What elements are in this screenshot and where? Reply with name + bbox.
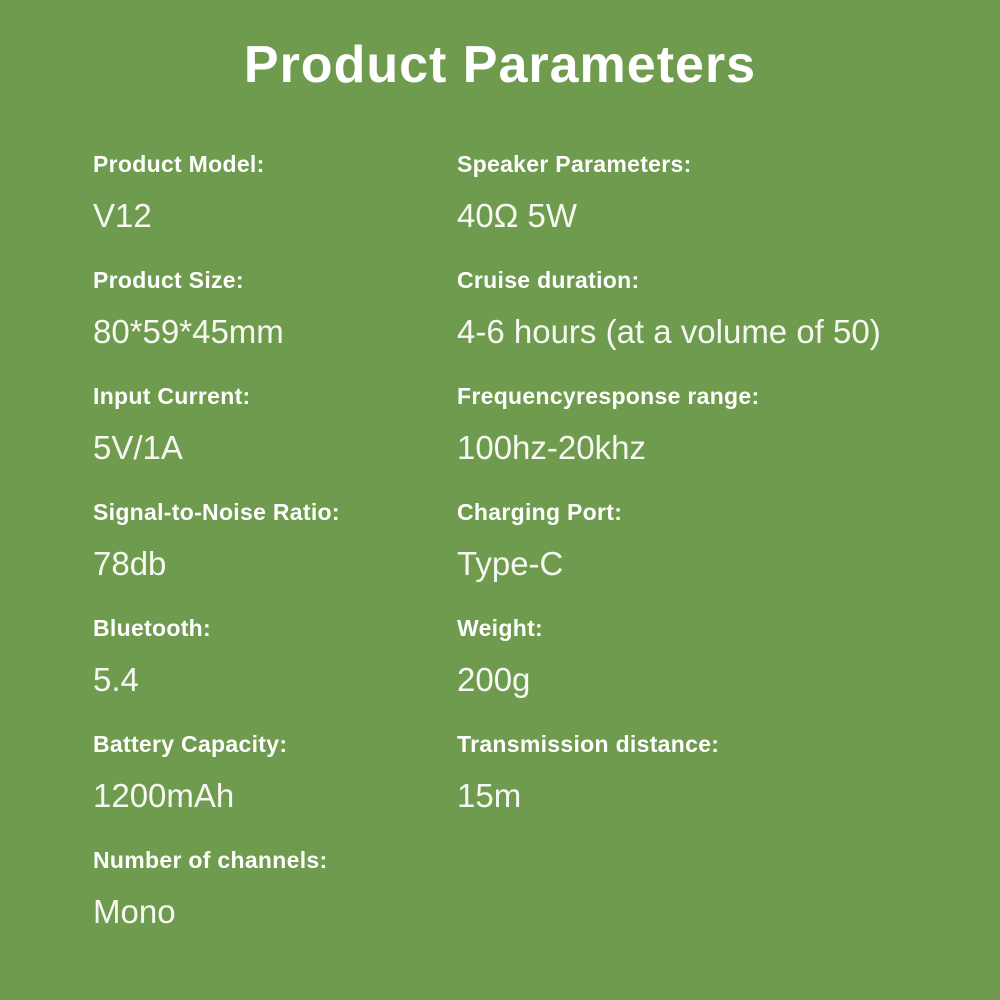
spec-value: 100hz-20khz bbox=[457, 429, 646, 466]
spec-value: 78db bbox=[93, 545, 167, 582]
spec-item bbox=[457, 729, 970, 817]
spec-value: Mono bbox=[93, 893, 176, 930]
spec-label: Signal-to-Noise Ratio: bbox=[93, 499, 340, 525]
spec-value: Type-C bbox=[457, 545, 564, 582]
spec-label: Speaker Parameters: bbox=[457, 151, 692, 177]
spec-item bbox=[93, 729, 457, 817]
spec-value: 15m bbox=[457, 777, 522, 814]
spec-label: Product Size: bbox=[93, 267, 244, 293]
spec-column-right bbox=[457, 149, 970, 961]
spec-value: 200g bbox=[457, 661, 531, 698]
spec-item bbox=[457, 265, 970, 353]
spec-item bbox=[93, 149, 457, 237]
spec-item bbox=[457, 149, 970, 237]
spec-item bbox=[457, 613, 970, 701]
spec-label: Frequencyresponse range: bbox=[457, 383, 760, 409]
spec-item bbox=[93, 845, 457, 933]
spec-label: Product Model: bbox=[93, 151, 265, 177]
spec-item bbox=[93, 265, 457, 353]
spec-columns bbox=[0, 149, 1000, 961]
spec-label: Charging Port: bbox=[457, 499, 623, 525]
page-title: Product Parameters bbox=[243, 36, 757, 94]
spec-item bbox=[93, 497, 457, 585]
spec-label: Cruise duration: bbox=[457, 267, 640, 293]
spec-label: Battery Capacity: bbox=[93, 731, 288, 757]
spec-item bbox=[93, 381, 457, 469]
spec-item bbox=[457, 497, 970, 585]
spec-label: Number of channels: bbox=[93, 847, 328, 873]
spec-label: Weight: bbox=[457, 615, 543, 641]
spec-label: Bluetooth: bbox=[93, 615, 211, 641]
spec-value: 40Ω 5W bbox=[457, 197, 578, 234]
spec-item bbox=[93, 613, 457, 701]
spec-value: 5.4 bbox=[93, 661, 139, 698]
spec-value: 4-6 hours (at a volume of 50) bbox=[457, 313, 881, 350]
spec-value: V12 bbox=[93, 197, 152, 234]
spec-value: 5V/1A bbox=[93, 429, 183, 466]
spec-item bbox=[457, 381, 970, 469]
spec-label: Transmission distance: bbox=[457, 731, 720, 757]
spec-value: 1200mAh bbox=[93, 777, 235, 814]
spec-value: 80*59*45mm bbox=[93, 313, 284, 350]
spec-column-left bbox=[93, 149, 457, 961]
spec-label: Input Current: bbox=[93, 383, 251, 409]
